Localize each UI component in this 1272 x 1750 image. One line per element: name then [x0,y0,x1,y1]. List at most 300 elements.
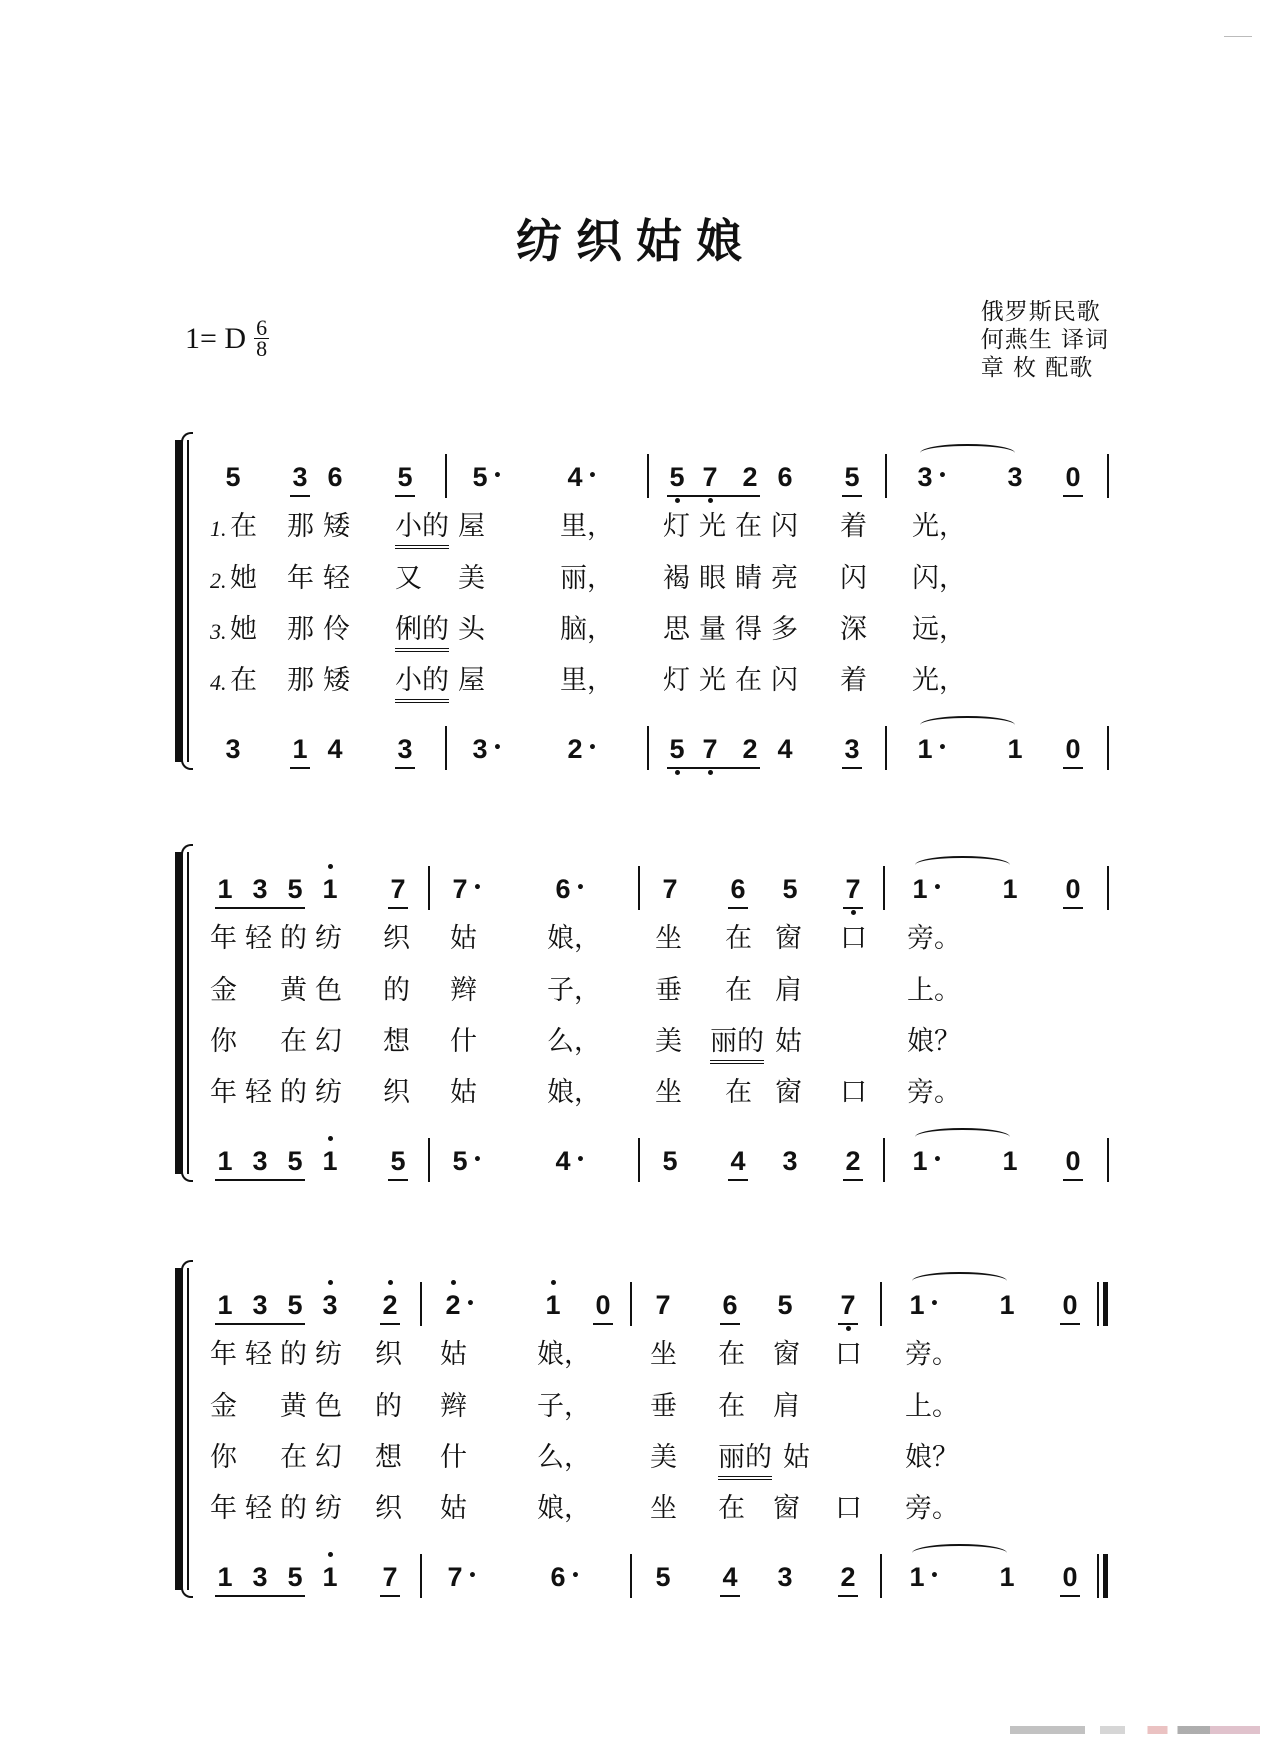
lyric: 在 [280,1026,307,1057]
lyric: 在 [735,665,762,696]
barline [647,726,649,770]
note: 1 [217,1290,233,1320]
note: 1 [217,1146,233,1176]
note: 1 [999,1290,1015,1320]
barline [883,1138,885,1182]
key-signature [185,315,269,361]
lyric: 丽的 [718,1441,772,1480]
note: 0 [1063,872,1083,906]
note: 4 [728,1144,748,1178]
note: 0 [1063,1144,1083,1178]
lyric: 轻 [245,1493,272,1524]
note: 1 [909,1290,925,1320]
note: 7 [380,1560,400,1594]
note: 3 [320,1288,340,1322]
upper-voice [175,872,1115,912]
barline [880,1554,882,1598]
lyric: 旁。 [907,923,961,954]
lyric-verse-3 [175,1441,1115,1475]
tie [915,856,1010,874]
lyric: 你 [210,1442,237,1473]
lyric: 轻 [245,923,272,954]
time-signature: $\frac{6}{8}$ [256,315,268,361]
beam [215,907,305,909]
note: 4 [327,734,343,764]
lyric: 娘？ [905,1442,959,1473]
note: 1 [217,874,233,904]
footer-watermark [1010,1726,1260,1734]
note: 5 [667,460,687,494]
augmentation-dot: • [571,1568,580,1584]
lyric: 轻 [323,563,350,594]
lyric: 口 [840,923,867,954]
note: 0 [593,1288,613,1322]
lyric: 年 [210,1493,237,1524]
verse-number: 4. [210,670,227,695]
note: 4 [567,462,583,492]
note: 7 [700,732,720,766]
lyric: 上。 [907,975,961,1006]
note: 4 [777,734,793,764]
lyric: 里， [560,665,614,696]
verse-number: 2. [210,568,227,593]
credit-arranger: 章 枚 配歌 [980,355,1094,381]
lyric: 辫 [450,975,477,1006]
note: 2 [567,734,583,764]
lyric: 织 [383,923,410,954]
lyric: 纺 [315,923,342,954]
barline [1107,726,1109,770]
lyric: 俐的 [395,613,449,652]
barline [445,454,447,498]
lyric: 轻 [245,1077,272,1108]
note: 0 [1060,1560,1080,1594]
note: 5 [287,1290,303,1320]
note: 3 [252,1146,268,1176]
lyric-verse-4 [175,664,1115,698]
lyric: 闪， [912,563,966,594]
note: 7 [843,872,863,906]
lyric: 子， [537,1391,591,1422]
key-tonic: 1= D [185,321,247,355]
note: 5 [662,1146,678,1176]
lyric: 光 [699,511,726,542]
lyric: 她 [230,614,257,645]
lyric: 窗 [773,1493,800,1524]
lyric-verse-2 [175,974,1115,1008]
lyric: 脑， [560,614,614,645]
lyric: 在 [230,665,257,696]
tie [920,716,1015,734]
note: 5 [472,462,488,492]
note: 5 [782,874,798,904]
lyric: 屋 [458,511,485,542]
lyric: 得 [735,614,762,645]
lyric: 在 [230,511,257,542]
augmentation-dot: • [473,1152,482,1168]
augmentation-dot: • [938,468,947,484]
system-3 [175,1268,1115,1598]
note: 5 [287,1146,303,1176]
note: 1 [999,1562,1015,1592]
verse-number: 1. [210,516,227,541]
lyric: 小的 [395,664,449,703]
beam [215,1179,305,1181]
lyric: 幻 [315,1442,342,1473]
note: 3 [395,732,415,766]
tie [915,1128,1010,1146]
lyric: 口 [840,1077,867,1108]
lower-voice [175,732,1115,772]
lyric-verse-2 [175,562,1115,596]
lyric: 你 [210,1026,237,1057]
barline [1107,866,1109,910]
lyric: 那 [287,614,314,645]
note: 2 [742,734,758,764]
lyric: 光， [912,665,966,696]
final-barline-thin [1097,1554,1099,1598]
lyric: 坐 [650,1493,677,1524]
upper-voice [175,460,1115,500]
system-1 [175,440,1115,770]
lyric-verse-2 [175,1390,1115,1424]
lyric: 在 [725,975,752,1006]
augmentation-dot: • [466,1296,475,1312]
note: 5 [287,874,303,904]
lyric: 上。 [905,1391,959,1422]
lyric: 色 [315,1391,342,1422]
lyric: 丽， [560,563,614,594]
note: 5 [287,1562,303,1592]
augmentation-dot: • [933,880,942,896]
note: 1 [912,1146,928,1176]
lyric-verse-3 [175,1025,1115,1059]
note: 5 [777,1290,793,1320]
beam [667,495,760,497]
note: 1 [917,734,933,764]
lyric: 娘？ [907,1026,961,1057]
lyric: 么， [547,1026,601,1057]
note: 2 [742,462,758,492]
note: 6 [720,1288,740,1322]
lyric: 娘， [537,1339,591,1370]
note: 7 [655,1290,671,1320]
lyric: 光 [699,665,726,696]
lyric: 姑 [440,1339,467,1370]
note: 3 [252,1562,268,1592]
final-barline-thick [1103,1554,1108,1598]
augmentation-dot: • [576,880,585,896]
barline [428,1138,430,1182]
lower-voice [175,1144,1115,1184]
note: 0 [1063,732,1083,766]
note: 5 [225,462,241,492]
note: 2 [380,1288,400,1322]
lyric-verse-1 [175,1338,1115,1372]
note: 1 [320,1560,340,1594]
lyric: 灯 [663,511,690,542]
note: 3 [252,1290,268,1320]
augmentation-dot: • [930,1568,939,1584]
barline [647,454,649,498]
lyric-verse-1 [175,510,1115,544]
lyric: 口 [835,1493,862,1524]
lyric: 美 [458,563,485,594]
note: 1 [543,1288,563,1322]
lyric: 纺 [315,1077,342,1108]
lyric: 里， [560,511,614,542]
lyric: 的 [375,1391,402,1422]
note: 1 [1007,734,1023,764]
note: 3 [842,732,862,766]
credits [981,298,1109,382]
lyric: 坐 [655,923,682,954]
augmentation-dot: • [588,740,597,756]
augmentation-dot: • [493,468,502,484]
lyric: 光， [912,511,966,542]
note: 6 [728,872,748,906]
lyric: 旁。 [905,1339,959,1370]
lyric: 年 [287,563,314,594]
lyric: 丽的 [710,1025,764,1064]
note: 6 [777,462,793,492]
lyric: 纺 [315,1493,342,1524]
lyric: 在 [725,1077,752,1108]
lyric: 她 [230,563,257,594]
lyric: 多 [771,614,798,645]
lyric: 在 [718,1339,745,1370]
lyric: 什 [440,1442,467,1473]
barline [630,1282,632,1326]
augmentation-dot: • [938,740,947,756]
lyric: 在 [718,1391,745,1422]
barline [638,866,640,910]
lyric: 的 [280,1077,307,1108]
barline [638,1138,640,1182]
upper-voice [175,1288,1115,1328]
beam [667,767,760,769]
lyric: 黄 [280,975,307,1006]
barline [428,866,430,910]
note: 1 [320,872,340,906]
note: 5 [388,1144,408,1178]
lyric: 想 [383,1026,410,1057]
lyric: 色 [315,975,342,1006]
augmentation-dot: • [493,740,502,756]
lyric: 姑 [775,1026,802,1057]
lyric: 织 [375,1339,402,1370]
note: 7 [838,1288,858,1322]
lyric: 肩 [775,975,802,1006]
barline [885,454,887,498]
lyric: 什 [450,1026,477,1057]
note: 3 [472,734,488,764]
lyric: 亮 [771,563,798,594]
brace-hook [181,432,193,444]
note: 5 [667,732,687,766]
note: 7 [452,874,468,904]
tie [920,444,1015,462]
note: 3 [782,1146,798,1176]
credit-origin: 俄罗斯民歌 [980,299,1101,325]
lyric: 闪 [840,563,867,594]
augmentation-dot: • [930,1296,939,1312]
note: 3 [1007,462,1023,492]
note: 6 [550,1562,566,1592]
lyric: 量 [699,614,726,645]
lyric-verse-1 [175,922,1115,956]
note: 5 [395,460,415,494]
lyric: 轻 [245,1339,272,1370]
note: 1 [1002,874,1018,904]
lyric: 矮 [323,511,350,542]
lyric: 着 [840,665,867,696]
note: 1 [320,1144,340,1178]
lyric: 娘， [547,923,601,954]
lyric: 小的 [395,510,449,549]
lyric: 的 [280,1339,307,1370]
note: 3 [252,874,268,904]
note: 3 [917,462,933,492]
lyric: 灯 [663,665,690,696]
note: 2 [443,1288,463,1322]
lyric: 那 [287,665,314,696]
lyric: 的 [383,975,410,1006]
credit-translator: 何燕生 译词 [980,327,1109,353]
page-edge-mark [1224,36,1252,37]
note: 0 [1063,460,1083,494]
lyric: 窗 [775,1077,802,1108]
lyric: 深 [840,614,867,645]
lyric: 娘， [537,1493,591,1524]
lyric: 又 [395,563,422,594]
note: 1 [1002,1146,1018,1176]
lyric: 子， [547,975,601,1006]
note: 1 [909,1562,925,1592]
barline [880,1282,882,1326]
beam [215,1595,305,1597]
lyric: 矮 [323,665,350,696]
barline [1107,454,1109,498]
note: 6 [555,874,571,904]
lyric: 着 [840,511,867,542]
lyric: 的 [280,1493,307,1524]
tie [912,1544,1007,1562]
song-title: 纺织姑娘 [516,214,756,268]
lyric: 姑 [440,1493,467,1524]
lyric-verse-3 [175,613,1115,647]
note: 7 [700,460,720,494]
note: 5 [655,1562,671,1592]
lyric: 伶 [323,614,350,645]
lyric: 黄 [280,1391,307,1422]
lyric: 窗 [775,923,802,954]
tie [912,1272,1007,1290]
lyric: 辫 [440,1391,467,1422]
lyric: 金 [210,975,237,1006]
lyric: 在 [280,1442,307,1473]
lyric: 旁。 [905,1493,959,1524]
lyric: 金 [210,1391,237,1422]
note: 6 [327,462,343,492]
note: 2 [843,1144,863,1178]
final-barline-thick [1103,1282,1108,1326]
lyric: 织 [383,1077,410,1108]
lyric: 美 [650,1442,677,1473]
note: 4 [720,1560,740,1594]
lyric: 口 [835,1339,862,1370]
lyric: 在 [735,511,762,542]
augmentation-dot: • [468,1568,477,1584]
verse-number: 3. [210,619,227,644]
note: 3 [225,734,241,764]
system-2 [175,852,1115,1182]
note: 0 [1060,1288,1080,1322]
lyric: 眼 [699,563,726,594]
lyric-verse-4 [175,1076,1115,1110]
note: 4 [555,1146,571,1176]
note: 3 [290,460,310,494]
lyric: 睛 [735,563,762,594]
lyric: 想 [375,1442,402,1473]
barline [420,1554,422,1598]
lyric: 旁。 [907,1077,961,1108]
barline [420,1282,422,1326]
brace-hook [181,1260,193,1272]
lyric: 头 [458,614,485,645]
augmentation-dot: • [473,880,482,896]
lyric: 娘， [547,1077,601,1108]
note: 7 [662,874,678,904]
brace-hook [181,844,193,856]
final-barline-thin [1097,1282,1099,1326]
augmentation-dot: • [588,468,597,484]
lyric: 窗 [773,1339,800,1370]
lyric: 闪 [771,665,798,696]
lyric: 肩 [773,1391,800,1422]
lyric: 思 [663,614,690,645]
barline [630,1554,632,1598]
note: 5 [842,460,862,494]
lyric: 年 [210,1339,237,1370]
note: 5 [452,1146,468,1176]
note: 1 [912,874,928,904]
lyric: 坐 [655,1077,682,1108]
lyric: 垂 [650,1391,677,1422]
lyric: 纺 [315,1339,342,1370]
note: 7 [388,872,408,906]
lyric: 褐 [663,563,690,594]
lyric: 幻 [315,1026,342,1057]
lyric: 在 [718,1493,745,1524]
note: 7 [447,1562,463,1592]
lyric: 织 [375,1493,402,1524]
barline [883,866,885,910]
note: 1 [217,1562,233,1592]
lyric: 的 [280,923,307,954]
lyric: 姑 [783,1442,810,1473]
lyric: 闪 [771,511,798,542]
barline [445,726,447,770]
lyric: 年 [210,1077,237,1108]
beam [215,1323,305,1325]
augmentation-dot: • [576,1152,585,1168]
lyric-verse-4 [175,1492,1115,1526]
barline [1107,1138,1109,1182]
lyric: 年 [210,923,237,954]
lyric: 坐 [650,1339,677,1370]
lyric: 那 [287,511,314,542]
